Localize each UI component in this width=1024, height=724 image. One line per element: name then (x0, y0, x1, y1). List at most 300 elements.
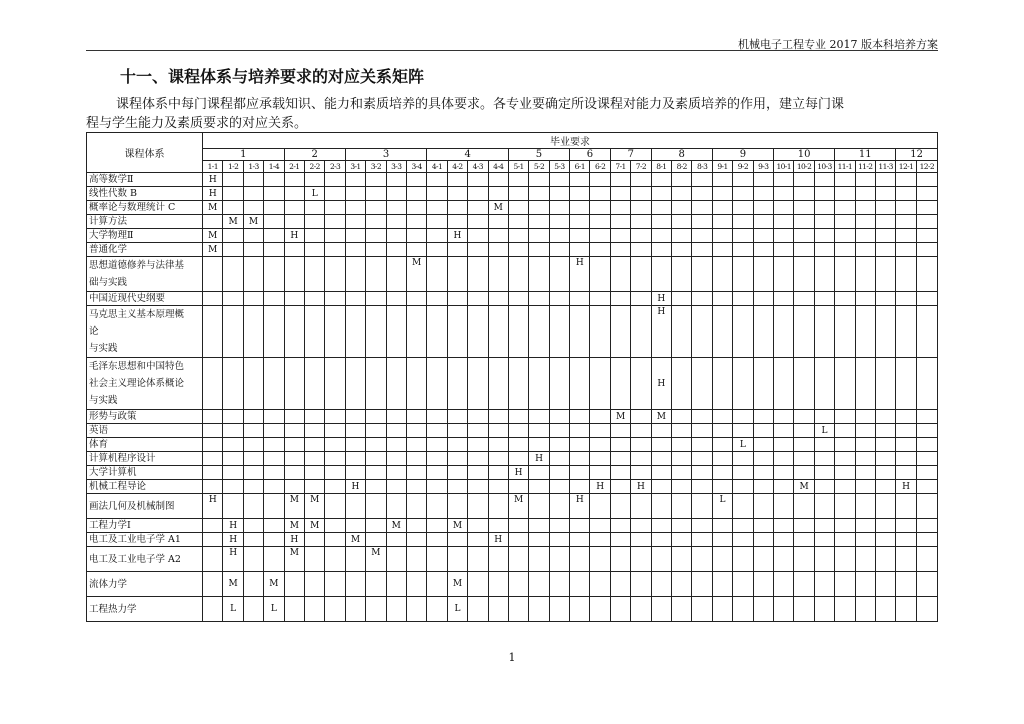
course-name (87, 494, 203, 519)
requirement-cell (753, 424, 773, 438)
requirement-cell (345, 452, 365, 466)
requirement-cell (325, 358, 345, 410)
requirement-cell (570, 424, 590, 438)
section-title: 十一、课程体系与培养要求的对应关系矩阵 (120, 67, 425, 86)
requirement-cell (488, 494, 508, 519)
requirement-cell (794, 306, 814, 358)
support-level-mark: M (223, 572, 243, 597)
requirement-cell (692, 306, 712, 358)
requirement-cell (549, 410, 569, 424)
course-row (87, 494, 938, 519)
requirement-group-header: 10 (773, 149, 834, 161)
requirement-cell (264, 547, 284, 572)
requirement-cell (570, 533, 590, 547)
requirement-cell (447, 438, 467, 452)
requirement-cell (284, 292, 304, 306)
requirement-cell (835, 187, 855, 201)
requirement-cell (508, 215, 528, 229)
requirement-cell (264, 243, 284, 257)
requirement-cell (386, 229, 406, 243)
requirement-cell (243, 257, 263, 292)
support-level-mark: L (733, 438, 753, 452)
requirement-cell (427, 480, 447, 494)
requirement-cell (875, 452, 895, 466)
requirement-cell (875, 519, 895, 533)
requirement-cell (672, 572, 692, 597)
requirement-cell (427, 358, 447, 410)
requirement-cell (692, 438, 712, 452)
requirement-cell (712, 480, 732, 494)
requirement-group-header: 3 (345, 149, 427, 161)
requirement-cell (508, 243, 528, 257)
requirement-cell (508, 358, 528, 410)
requirement-cell (243, 533, 263, 547)
requirement-group-header: 9 (712, 149, 773, 161)
course-name (87, 424, 203, 438)
requirement-cell (549, 257, 569, 292)
requirement-cell (447, 187, 467, 201)
support-level-mark: L (712, 494, 732, 519)
requirement-cell (610, 452, 630, 466)
requirement-cell (345, 229, 365, 243)
requirement-cell (468, 201, 488, 215)
requirement-cell (447, 292, 467, 306)
requirement-cell (549, 466, 569, 480)
requirement-cell (345, 519, 365, 533)
requirement-cell (672, 424, 692, 438)
requirement-cell (366, 519, 386, 533)
requirement-cell (610, 494, 630, 519)
course-row (87, 519, 938, 533)
requirement-cell (733, 173, 753, 187)
sub-requirement-header: 1-3 (243, 161, 263, 173)
requirement-cell (447, 494, 467, 519)
requirement-cell (896, 187, 916, 201)
requirement-cell (896, 358, 916, 410)
requirement-cell (773, 410, 793, 424)
requirement-cell (753, 533, 773, 547)
requirement-cell (794, 547, 814, 572)
requirement-cell (570, 215, 590, 229)
course-name-line: 工程力学Ⅰ (89, 520, 131, 531)
requirement-cell (386, 358, 406, 410)
requirement-cell (447, 257, 467, 292)
requirement-cell (855, 452, 875, 466)
requirement-cell (733, 187, 753, 201)
requirement-cell (345, 243, 365, 257)
requirement-cell (651, 466, 671, 480)
corner-label: 课程体系 (87, 133, 203, 173)
requirement-cell (284, 452, 304, 466)
requirement-cell (549, 533, 569, 547)
requirement-cell (325, 572, 345, 597)
requirement-cell (203, 572, 223, 597)
requirement-cell (753, 452, 773, 466)
sub-requirement-header: 1-2 (223, 161, 243, 173)
sub-requirement-header: 1-1 (203, 161, 223, 173)
requirement-cell (305, 572, 325, 597)
requirement-cell (855, 519, 875, 533)
requirement-cell (794, 292, 814, 306)
requirement-cell (284, 187, 304, 201)
requirement-cell (896, 424, 916, 438)
requirement-cell (406, 572, 426, 597)
requirement-cell (529, 572, 549, 597)
requirement-cell (916, 306, 937, 358)
requirement-cell (631, 424, 651, 438)
requirement-cell (570, 452, 590, 466)
requirement-cell (549, 597, 569, 622)
requirement-cell (733, 572, 753, 597)
sub-requirement-header: 4-1 (427, 161, 447, 173)
requirement-cell (305, 547, 325, 572)
requirement-cell (631, 519, 651, 533)
requirement-cell (692, 173, 712, 187)
requirement-cell (325, 452, 345, 466)
requirement-cell (610, 438, 630, 452)
requirement-cell (794, 597, 814, 622)
requirement-cell (631, 572, 651, 597)
requirement-cell (345, 424, 365, 438)
requirement-cell (672, 201, 692, 215)
requirement-cell (896, 243, 916, 257)
course-name (87, 533, 203, 547)
requirement-cell (814, 358, 834, 410)
requirement-cell (203, 533, 223, 547)
course-name-line: 形势与政策 (89, 411, 137, 422)
requirement-cell (916, 257, 937, 292)
requirement-cell (753, 597, 773, 622)
course-name-line: 社会主义理论体系概论 (89, 378, 185, 389)
requirement-cell (753, 187, 773, 201)
requirement-cell (406, 201, 426, 215)
requirement-cell (773, 257, 793, 292)
requirement-cell (284, 424, 304, 438)
requirement-cell (427, 452, 447, 466)
requirement-cell (549, 358, 569, 410)
requirement-cell (733, 597, 753, 622)
course-name-line: 线性代数 B (89, 188, 138, 199)
requirement-cell (590, 257, 610, 292)
requirement-cell (794, 572, 814, 597)
requirement-cell (529, 519, 549, 533)
support-level-mark: H (651, 292, 671, 306)
requirement-cell (794, 229, 814, 243)
requirement-cell (468, 547, 488, 572)
requirement-cell (733, 229, 753, 243)
course-name-line: 大学计算机 (89, 467, 137, 478)
requirement-cell (529, 424, 549, 438)
requirement-cell (875, 173, 895, 187)
requirement-cell (488, 424, 508, 438)
requirement-cell (468, 452, 488, 466)
requirement-cell (875, 306, 895, 358)
requirement-cell (651, 173, 671, 187)
requirement-cell (508, 533, 528, 547)
requirement-cell (712, 424, 732, 438)
requirement-cell (305, 358, 325, 410)
requirement-cell (264, 257, 284, 292)
requirement-cell (264, 358, 284, 410)
requirement-cell (406, 215, 426, 229)
requirement-cell (345, 597, 365, 622)
requirement-cell (508, 173, 528, 187)
intro-line-2: 程与学生能力及素质要求的对应关系。 (86, 116, 308, 131)
course-row (87, 438, 938, 452)
requirement-cell (570, 466, 590, 480)
sub-requirement-header: 9-2 (733, 161, 753, 173)
header-divider (86, 50, 938, 51)
course-row (87, 424, 938, 438)
requirement-cell (855, 494, 875, 519)
requirement-cell (345, 215, 365, 229)
sub-requirement-header: 5-1 (508, 161, 528, 173)
requirement-cell (325, 257, 345, 292)
requirement-cell (243, 173, 263, 187)
requirement-cell (896, 229, 916, 243)
requirement-cell (406, 452, 426, 466)
support-level-mark: M (447, 572, 467, 597)
requirement-cell (223, 424, 243, 438)
requirement-cell (406, 438, 426, 452)
requirement-cell (590, 215, 610, 229)
requirement-cell (855, 597, 875, 622)
requirement-cell (692, 519, 712, 533)
requirement-cell (753, 201, 773, 215)
support-level-mark: M (366, 547, 386, 572)
requirement-cell (386, 410, 406, 424)
requirement-cell (406, 243, 426, 257)
course-name-line: 流体力学 (89, 578, 128, 590)
requirement-cell (753, 243, 773, 257)
course-name-line: 马克思主义基本原理概 (89, 309, 185, 320)
requirement-cell (223, 452, 243, 466)
requirement-cell (366, 243, 386, 257)
requirement-cell (610, 243, 630, 257)
course-name-line: 普通化学 (89, 244, 128, 255)
requirement-cell (325, 201, 345, 215)
requirement-group-header: 4 (427, 149, 509, 161)
requirement-cell (203, 292, 223, 306)
sub-requirement-header: 4-3 (468, 161, 488, 173)
course-name (87, 292, 203, 306)
requirement-cell (305, 466, 325, 480)
requirement-cell (733, 201, 753, 215)
requirement-cell (549, 306, 569, 358)
requirement-cell (875, 547, 895, 572)
support-level-mark: M (305, 494, 325, 519)
requirement-cell (488, 519, 508, 533)
course-row (87, 201, 938, 215)
requirement-cell (243, 201, 263, 215)
sub-requirement-header: 6-1 (570, 161, 590, 173)
requirement-cell (692, 292, 712, 306)
requirement-cell (223, 306, 243, 358)
course-name-line: 体育 (89, 439, 109, 450)
requirement-cell (733, 466, 753, 480)
requirement-cell (875, 572, 895, 597)
requirement-cell (243, 243, 263, 257)
requirement-cell (773, 466, 793, 480)
requirement-cell (284, 480, 304, 494)
requirement-cell (855, 358, 875, 410)
requirement-cell (264, 187, 284, 201)
course-name (87, 480, 203, 494)
requirement-cell (855, 187, 875, 201)
sub-requirement-header: 8-2 (672, 161, 692, 173)
requirement-cell (325, 494, 345, 519)
requirement-cell (325, 597, 345, 622)
requirement-cell (733, 410, 753, 424)
sub-requirement-header: 2-3 (325, 161, 345, 173)
requirement-cell (875, 410, 895, 424)
requirement-cell (406, 533, 426, 547)
requirement-cell (203, 547, 223, 572)
course-name-line: 机械工程导论 (89, 481, 147, 492)
requirement-cell (835, 424, 855, 438)
requirement-cell (305, 533, 325, 547)
requirement-cell (223, 257, 243, 292)
requirement-cell (529, 243, 549, 257)
requirement-cell (610, 547, 630, 572)
course-name-line: 工程热力学 (89, 603, 137, 615)
requirement-cell (651, 243, 671, 257)
requirement-cell (366, 229, 386, 243)
requirement-cell (631, 533, 651, 547)
requirement-cell (570, 187, 590, 201)
course-row (87, 257, 938, 292)
requirement-cell (325, 424, 345, 438)
requirement-cell (651, 215, 671, 229)
requirement-cell (284, 215, 304, 229)
requirement-cell (223, 466, 243, 480)
requirement-cell (427, 494, 447, 519)
requirement-cell (305, 229, 325, 243)
requirement-cell (549, 480, 569, 494)
requirement-cell (386, 257, 406, 292)
requirement-cell (447, 452, 467, 466)
requirement-cell (366, 410, 386, 424)
requirement-cell (712, 547, 732, 572)
requirement-cell (366, 257, 386, 292)
requirement-cell (814, 547, 834, 572)
requirement-cell (692, 494, 712, 519)
support-level-mark: M (243, 215, 263, 229)
requirement-cell (753, 572, 773, 597)
course-name-line: 础与实践 (89, 277, 128, 288)
requirement-cell (223, 358, 243, 410)
requirement-cell (733, 547, 753, 572)
requirement-cell (243, 229, 263, 243)
requirement-cell (345, 306, 365, 358)
requirement-cell (672, 533, 692, 547)
requirement-cell (427, 519, 447, 533)
requirement-cell (896, 201, 916, 215)
course-row (87, 466, 938, 480)
requirement-cell (610, 229, 630, 243)
requirement-cell (916, 466, 937, 480)
sub-requirement-header: 4-2 (447, 161, 467, 173)
requirement-cell (549, 292, 569, 306)
requirement-cell (692, 201, 712, 215)
requirement-cell (468, 358, 488, 410)
requirement-cell (590, 533, 610, 547)
requirement-cell (508, 480, 528, 494)
requirement-cell (672, 215, 692, 229)
requirement-cell (855, 229, 875, 243)
requirement-cell (243, 424, 263, 438)
requirement-cell (305, 452, 325, 466)
requirement-cell (753, 257, 773, 292)
course-name-line: 高等数学Ⅱ (89, 174, 134, 185)
requirement-cell (264, 480, 284, 494)
requirement-cell (814, 229, 834, 243)
requirement-cell (692, 466, 712, 480)
requirement-cell (366, 201, 386, 215)
course-name (87, 173, 203, 187)
requirement-cell (610, 173, 630, 187)
course-row (87, 292, 938, 306)
sub-requirement-header: 3-3 (386, 161, 406, 173)
requirement-cell (814, 494, 834, 519)
requirement-cell (549, 494, 569, 519)
requirement-cell (794, 201, 814, 215)
requirement-cell (733, 494, 753, 519)
requirement-cell (284, 438, 304, 452)
requirement-cell (508, 306, 528, 358)
sub-requirement-header: 9-1 (712, 161, 732, 173)
requirement-cell (366, 438, 386, 452)
requirement-cell (631, 243, 651, 257)
requirement-cell (835, 292, 855, 306)
requirement-cell (712, 533, 732, 547)
requirement-cell (835, 215, 855, 229)
requirement-cell (753, 480, 773, 494)
requirement-cell (610, 480, 630, 494)
requirement-cell (733, 306, 753, 358)
course-name-line: 大学物理Ⅱ (89, 230, 134, 241)
requirement-cell (427, 201, 447, 215)
course-row (87, 533, 938, 547)
requirement-cell (223, 243, 243, 257)
requirement-cell (570, 243, 590, 257)
course-name-line: 电工及工业电子学 A1 (89, 534, 181, 545)
requirement-cell (814, 292, 834, 306)
requirement-cell (305, 410, 325, 424)
requirement-cell (835, 494, 855, 519)
support-level-mark: M (203, 243, 223, 257)
requirement-cell (406, 424, 426, 438)
requirement-cell (386, 572, 406, 597)
requirement-cell (610, 257, 630, 292)
requirement-cell (447, 466, 467, 480)
requirement-cell (203, 306, 223, 358)
requirement-cell (896, 292, 916, 306)
requirement-cell (264, 173, 284, 187)
course-row (87, 173, 938, 187)
requirement-cell (305, 292, 325, 306)
requirement-cell (427, 547, 447, 572)
requirement-cell (773, 201, 793, 215)
requirement-cell (692, 187, 712, 201)
requirement-cell (835, 257, 855, 292)
requirement-cell (468, 597, 488, 622)
support-level-mark: M (610, 410, 630, 424)
requirement-cell (712, 452, 732, 466)
requirement-cell (672, 597, 692, 622)
requirement-cell (794, 215, 814, 229)
support-level-mark: M (203, 201, 223, 215)
